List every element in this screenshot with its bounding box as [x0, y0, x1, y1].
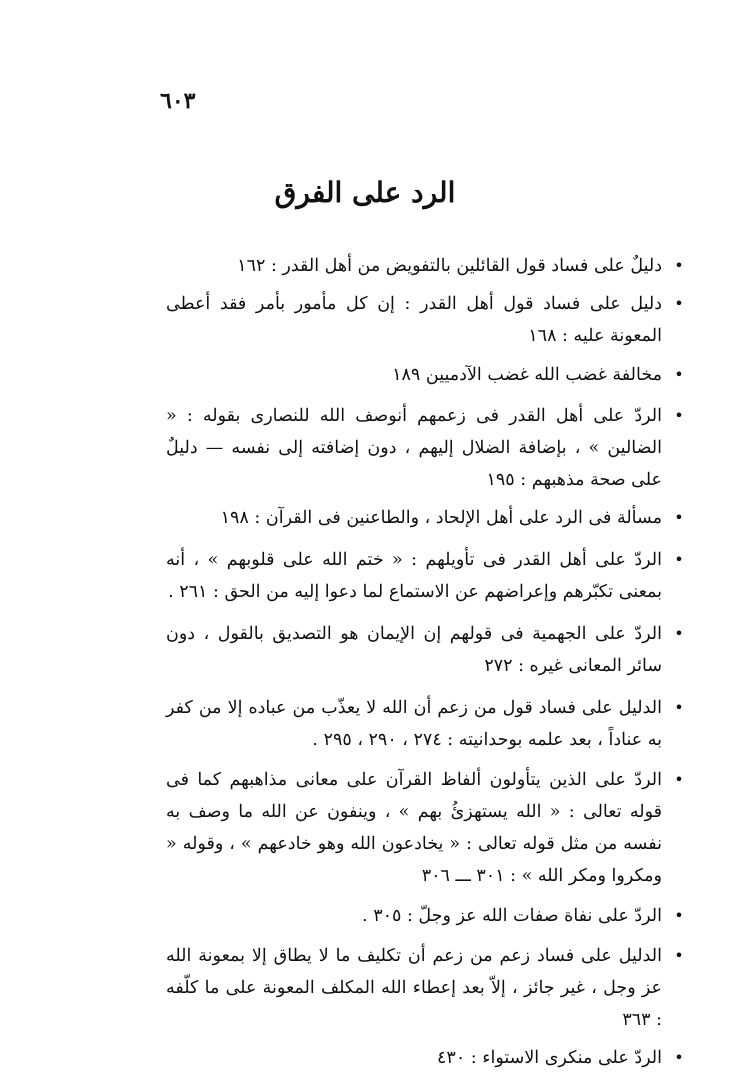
list-item — [166, 250, 686, 282]
bullet-icon: • — [674, 508, 684, 527]
bullet-icon: • — [674, 946, 684, 965]
list-item — [166, 618, 686, 682]
list-item — [166, 502, 686, 534]
bullet-icon: • — [674, 365, 684, 384]
entry-text: مسألة فى الرد على أهل الإلحاد ، والطاعنين فى القرآن : ١٩٨ — [220, 508, 662, 528]
entry-text: الدليل على فساد قول من زعم أن الله لا يعذّب من عباده إلا من كفر به عناداً ، بعد علمه بوحدانيته : ٢٧٤ ، ٢٩٠ ، ٢٩٥ . — [166, 698, 662, 750]
bullet-icon: • — [674, 624, 684, 643]
list-item — [166, 400, 686, 496]
bullet-icon: • — [674, 906, 684, 925]
list-item — [166, 288, 686, 352]
list-item — [166, 940, 686, 1036]
list-item — [166, 544, 686, 608]
entry-text: الردّ على نفاة صفات الله عز وجلّ : ٣٠٥ . — [362, 906, 662, 926]
list-item — [166, 900, 686, 932]
list-item — [166, 359, 686, 391]
entry-text: الردّ على منكرى الاستواء : ٤٣٠ — [437, 1048, 662, 1068]
entry-text: الدليل على فساد زعم من زعم أن تكليف ما لا يطاق إلا بمعونة الله عز وجل ، غير جائز ، إلاّ بعد إعطاء الله المكلف المعونة على ما كلّفه : ٣٦٣ — [166, 946, 662, 1030]
bullet-icon: • — [674, 294, 684, 313]
entry-text: دليلٌ على فساد قول القائلين بالتفويض من أهل القدر : ١٦٢ — [237, 256, 662, 276]
bullet-icon: • — [674, 698, 684, 717]
list-item — [166, 692, 686, 756]
bullet-icon: • — [674, 256, 684, 275]
entry-text: دليل على فساد قول أهل القدر : إن كل مأمور بأمر فقد أعطى المعونة عليه : ١٦٨ — [166, 294, 662, 346]
entry-text: مخالفة غضب الله غضب الآدميين ١٨٩ — [392, 365, 662, 385]
bullet-icon: • — [674, 770, 684, 789]
entry-text: الردّ على أهل القدر فى تأويلهم : « ختم الله على قلوبهم » ، أنه بمعنى تكبّرهم وإعراضهم عن الاستماع لما دعوا إليه من الحق : ٢٦١ . — [166, 550, 662, 602]
page-title: الرد على الفرق — [274, 176, 456, 209]
entry-text: الردّ على الذين يتأولون ألفاظ القرآن على معانى مذاهبهم كما فى قوله تعالى : « الله يستهزئُ بهم » ، وينفون عن الله ما وصف به نفسه من مثل قوله تعالى : « يخادعون الله وهو خادعهم » ، وقوله « ومكروا ومكر الله » : ٣٠١ ـــ ٣٠٦ — [166, 770, 662, 886]
index-list — [166, 250, 686, 1074]
list-item — [166, 1042, 686, 1074]
bullet-icon: • — [674, 550, 684, 569]
list-item — [166, 764, 686, 892]
entry-text: الردّ على أهل القدر فى زعمهم أنوصف الله للنصارى بقوله : « الضالين » ، بإضافة الضلال إليهم ، دون إضافته إلى نفسه — دليلٌ على صحة مذهبهم : ١٩٥ — [166, 406, 662, 490]
entry-text: الردّ على الجهمية فى قولهم إن الإيمان هو التصديق بالقول ، دون سائر المعانى غيره : ٢٧٢ — [166, 624, 662, 676]
bullet-icon: • — [674, 406, 684, 425]
bullet-icon: • — [674, 1048, 684, 1067]
page-number: ٦٠٣ — [160, 88, 196, 114]
